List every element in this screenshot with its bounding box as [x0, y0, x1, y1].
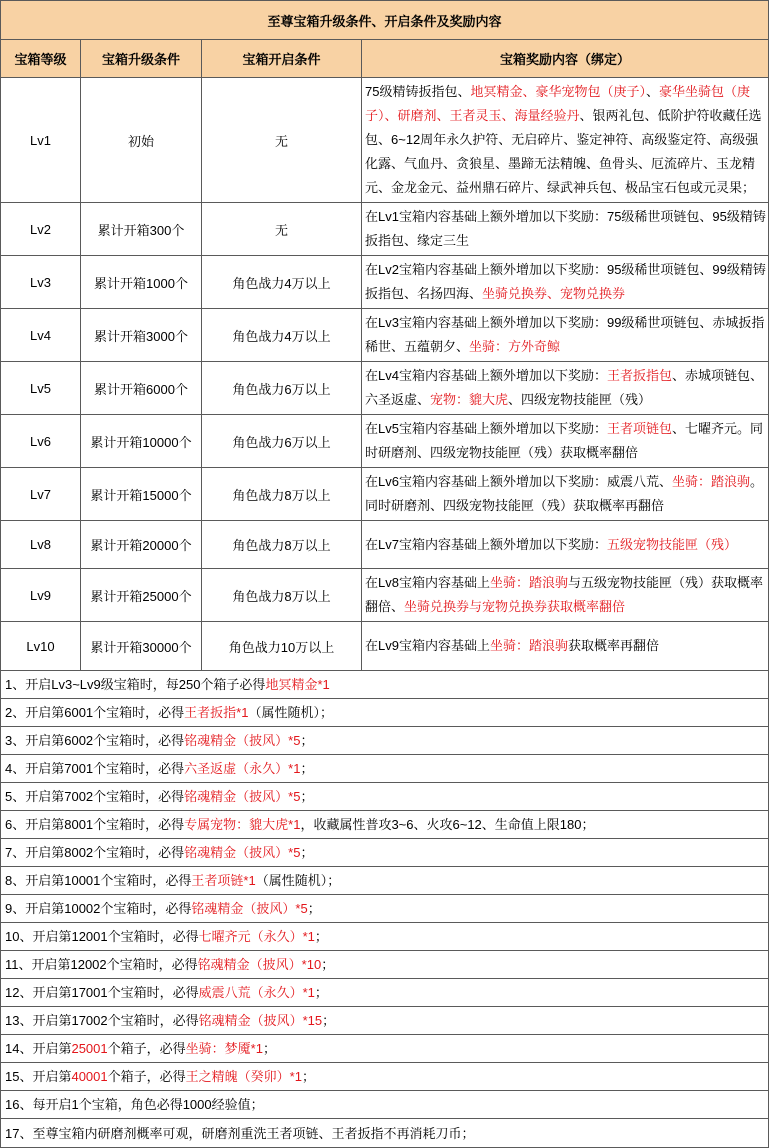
note-row: [1, 699, 769, 727]
table-row: [1, 78, 769, 203]
open-condition-cell: 无: [202, 203, 362, 256]
highlight-text: 王者项链包: [606, 421, 672, 436]
text-segment: ；: [314, 929, 328, 944]
open-condition-cell: 角色战力8万以上: [202, 569, 362, 622]
note-item: [1, 727, 769, 755]
highlight-text: 七曜齐元（永久）*1: [198, 929, 315, 944]
level-cell: Lv2: [1, 203, 81, 256]
upgrade-condition-cell: 累计开箱3000个: [81, 309, 202, 362]
text-segment: 75级精铸扳指包、: [365, 84, 471, 99]
reward-cell: [362, 622, 769, 671]
table-row: [1, 622, 769, 671]
text-segment: ；: [300, 845, 314, 860]
text-segment: 在Lv7宝箱内容基础上额外增加以下奖励：: [365, 536, 607, 552]
note-item: [1, 783, 769, 811]
note-item: [1, 979, 769, 1007]
open-condition-cell: 角色战力10万以上: [202, 622, 362, 671]
reward-cell: [362, 362, 769, 415]
upgrade-condition-cell: 初始: [81, 78, 202, 203]
note-item: [1, 1119, 769, 1148]
text-segment: 3、开启第6002个宝箱时，必得: [5, 733, 185, 748]
highlight-text: 铭魂精金（披风）*10: [197, 957, 322, 972]
text-segment: ；: [301, 1069, 315, 1084]
text-segment: 在Lv5宝箱内容基础上额外增加以下奖励：: [365, 421, 607, 436]
level-cell: Lv7: [1, 468, 81, 521]
text-segment: 在Lv9宝箱内容基础上: [365, 638, 490, 653]
header-reward-content: 宝箱奖励内容（绑定）: [362, 40, 769, 78]
note-row: [1, 1119, 769, 1148]
text-segment: 在Lv8宝箱内容基础上: [365, 575, 490, 590]
text-segment: （属性随机）；: [248, 705, 333, 720]
level-cell: Lv1: [1, 78, 81, 203]
table-row: [1, 521, 769, 569]
reward-cell: [362, 468, 769, 521]
text-segment: 9、开启第10002个宝箱时，必得: [5, 901, 192, 916]
note-row: [1, 839, 769, 867]
text-segment: 10、开启第12001个宝箱时，必得: [5, 929, 199, 944]
upgrade-condition-cell: 累计开箱300个: [81, 203, 202, 256]
text-segment: 个箱子，必得: [107, 1069, 186, 1084]
highlight-text: 坐骑兑换券与宠物兑换券获取概率翻倍: [404, 599, 626, 614]
open-condition-cell: 角色战力8万以上: [202, 468, 362, 521]
upgrade-condition-cell: 累计开箱25000个: [81, 569, 202, 622]
highlight-text: 坐骑兑换券、宠物兑换券: [482, 286, 626, 301]
note-row: [1, 671, 769, 699]
level-cell: Lv10: [1, 622, 81, 671]
open-condition-cell: 角色战力4万以上: [202, 256, 362, 309]
level-cell: Lv8: [1, 521, 81, 569]
text-segment: ；: [314, 985, 328, 1000]
text-segment: 16、每开启1个宝箱，角色必得1000经验值；: [5, 1097, 264, 1112]
upgrade-condition-cell: 累计开箱10000个: [81, 415, 202, 468]
text-segment: 14、开启第: [5, 1041, 72, 1056]
note-item: [1, 923, 769, 951]
highlight-text: 坐骑：踏浪驹: [489, 575, 568, 590]
table-row: [1, 362, 769, 415]
text-segment: 11、开启第12002个宝箱时，必得: [5, 957, 198, 972]
note-item: [1, 839, 769, 867]
highlight-text: 铭魂精金（披风）*5: [184, 845, 301, 860]
highlight-text: 铭魂精金（披风）*5: [184, 789, 301, 804]
open-condition-cell: 角色战力6万以上: [202, 362, 362, 415]
text-segment: 在Lv2宝箱内容基础上额外增加以下奖励：95级稀世项链包、99级精铸扳指包、名扬四海、: [365, 262, 766, 301]
note-item: [1, 811, 769, 839]
text-segment: 获取概率再翻倍: [567, 638, 659, 653]
highlight-text: 铭魂精金（披风）*5: [184, 733, 301, 748]
text-segment: 在Lv4宝箱内容基础上额外增加以下奖励：: [365, 368, 607, 383]
text-segment: 、赤城项链包、六圣返虚、: [365, 368, 763, 407]
note-row: [1, 1035, 769, 1063]
note-row: [1, 1091, 769, 1119]
note-row: [1, 1007, 769, 1035]
highlight-text: 王者扳指包: [606, 368, 672, 383]
note-row: [1, 727, 769, 755]
note-row: [1, 811, 769, 839]
text-segment: 12、开启第17001个宝箱时，必得: [5, 985, 199, 1000]
upgrade-condition-cell: 累计开箱20000个: [81, 521, 202, 569]
highlight-text: 40001: [71, 1069, 108, 1084]
text-segment: 与五级宠物技能匣（残）获取概率翻倍、: [365, 575, 763, 614]
open-condition-cell: 无: [202, 78, 362, 203]
highlight-text: 坐骑：方外奇鲸: [469, 339, 561, 354]
text-segment: （属性随机）；: [255, 873, 341, 888]
text-segment: 7、开启第8002个宝箱时，必得: [5, 845, 185, 860]
upgrade-condition-cell: 累计开箱1000个: [81, 256, 202, 309]
highlight-text: 王者项链*1: [191, 873, 256, 888]
note-row: [1, 951, 769, 979]
reward-cell: [362, 203, 769, 256]
text-segment: 、七曜齐元。同时研磨剂、四级宠物技能匣（残）获取概率翻倍: [365, 421, 763, 460]
note-row: [1, 923, 769, 951]
text-segment: ；: [300, 761, 314, 776]
reward-cell: [362, 569, 769, 622]
level-cell: Lv5: [1, 362, 81, 415]
note-item: [1, 755, 769, 783]
table-row: [1, 256, 769, 309]
table-row: [1, 415, 769, 468]
text-segment: 在Lv3宝箱内容基础上额外增加以下奖励：99级稀世项链包、赤城扳指稀世、五蕴朝夕、: [365, 315, 765, 354]
table-row: [1, 569, 769, 622]
note-row: [1, 979, 769, 1007]
text-segment: ；: [300, 789, 314, 804]
highlight-text: 铭魂精金（披风）*15: [198, 1013, 323, 1028]
upgrade-condition-cell: 累计开箱30000个: [81, 622, 202, 671]
note-row: [1, 755, 769, 783]
header-row: [1, 40, 769, 78]
note-row: [1, 783, 769, 811]
header-upgrade-condition: 宝箱升级条件: [81, 40, 202, 78]
note-row: [1, 1063, 769, 1091]
note-item: [1, 895, 769, 923]
highlight-text: 坐骑：踏浪驹: [489, 638, 568, 653]
note-item: [1, 867, 769, 895]
highlight-text: 25001: [71, 1041, 108, 1056]
highlight-text: 地冥精金*1: [265, 677, 330, 692]
highlight-text: 威震八荒（永久）*1: [198, 985, 315, 1000]
text-segment: 4、开启第7001个宝箱时，必得: [5, 761, 185, 776]
open-condition-cell: 角色战力8万以上: [202, 521, 362, 569]
note-item: [1, 699, 769, 727]
reward-cell: [362, 415, 769, 468]
text-segment: 2、开启第6001个宝箱时，必得: [5, 705, 185, 720]
note-item: [1, 671, 769, 699]
highlight-text: 坐骑：梦魇*1: [185, 1041, 263, 1056]
note-item: [1, 1091, 769, 1119]
text-segment: 在Lv6宝箱内容基础上额外增加以下奖励：威震八荒、: [365, 474, 672, 489]
text-segment: 、银两礼包、低阶护符收藏任选包、6~12周年永久护符、无启碎片、鉴定神符、高级鉴定符、高级强化露、气血丹、贪狼星、墨蹄无法精魄、鱼骨头、厄流碎片、玉龙精元、金龙金元、益州鼎石碎片、绿武神兵包、极品宝石包或元灵果；: [365, 108, 762, 195]
text-segment: 个箱子，必得: [107, 1041, 186, 1056]
highlight-text: 六圣返虚（永久）*1: [184, 761, 301, 776]
highlight-text: 宠物：貔大虎: [430, 392, 509, 407]
text-segment: 。同时研磨剂、四级宠物技能匣（残）获取概率再翻倍: [365, 474, 763, 513]
highlight-text: 五级宠物技能匣（残）: [606, 536, 737, 552]
text-segment: ，收藏属性普攻3~6、火攻6~12、生命值上限180；: [300, 817, 595, 832]
reward-cell: [362, 256, 769, 309]
text-segment: 13、开启第17002个宝箱时，必得: [5, 1013, 199, 1028]
note-item: [1, 1063, 769, 1091]
highlight-text: 坐骑：踏浪驹: [671, 474, 750, 489]
highlight-text: 王之精魄（癸卯）*1: [185, 1069, 302, 1084]
reward-cell: [362, 521, 769, 569]
text-segment: ；: [307, 901, 321, 916]
level-cell: Lv9: [1, 569, 81, 622]
text-segment: ；: [262, 1041, 276, 1056]
highlight-text: 专属宠物：貔大虎*1: [184, 817, 301, 832]
reward-cell: [362, 309, 769, 362]
note-item: [1, 1035, 769, 1063]
text-segment: 5、开启第7002个宝箱时，必得: [5, 789, 185, 804]
table-row: [1, 468, 769, 521]
upgrade-condition-cell: 累计开箱15000个: [81, 468, 202, 521]
open-condition-cell: 角色战力4万以上: [202, 309, 362, 362]
highlight-text: 地冥精金、豪华宠物包（庚子）: [470, 84, 646, 99]
text-segment: 15、开启第: [5, 1069, 72, 1084]
level-cell: Lv6: [1, 415, 81, 468]
text-segment: 、四级宠物技能匣（残）: [508, 392, 652, 407]
text-segment: 17、至尊宝箱内研磨剂概率可观，研磨剂重洗王者项链、王者扳指不再消耗刀币；: [5, 1125, 475, 1141]
text-segment: 8、开启第10001个宝箱时，必得: [5, 873, 192, 888]
highlight-text: 王者扳指*1: [184, 705, 249, 720]
highlight-text: 豪华坐骑包（庚子）、研磨剂、王者灵玉、海量经验丹: [365, 84, 751, 123]
note-row: [1, 895, 769, 923]
table-row: [1, 309, 769, 362]
upgrade-condition-cell: 累计开箱6000个: [81, 362, 202, 415]
reward-cell: [362, 78, 769, 203]
text-segment: ；: [300, 733, 314, 748]
text-segment: ；: [322, 1013, 336, 1028]
text-segment: ；: [321, 957, 335, 972]
level-cell: Lv3: [1, 256, 81, 309]
header-open-condition: 宝箱开启条件: [202, 40, 362, 78]
text-segment: 1、开启Lv3~Lv9级宝箱时，每250个箱子必得: [5, 677, 266, 692]
text-segment: 在Lv1宝箱内容基础上额外增加以下奖励：75级稀世项链包、95级精铸扳指包、缘定三生: [365, 209, 766, 248]
highlight-text: 铭魂精金（披风）*5: [191, 901, 308, 916]
note-item: [1, 1007, 769, 1035]
text-segment: 6、开启第8001个宝箱时，必得: [5, 817, 185, 832]
open-condition-cell: 角色战力6万以上: [202, 415, 362, 468]
header-level: 宝箱等级: [1, 40, 81, 78]
level-cell: Lv4: [1, 309, 81, 362]
table-row: [1, 203, 769, 256]
text-segment: 、: [645, 84, 659, 99]
note-item: [1, 951, 769, 979]
table-title: 至尊宝箱升级条件、开启条件及奖励内容: [1, 1, 769, 40]
note-row: [1, 867, 769, 895]
